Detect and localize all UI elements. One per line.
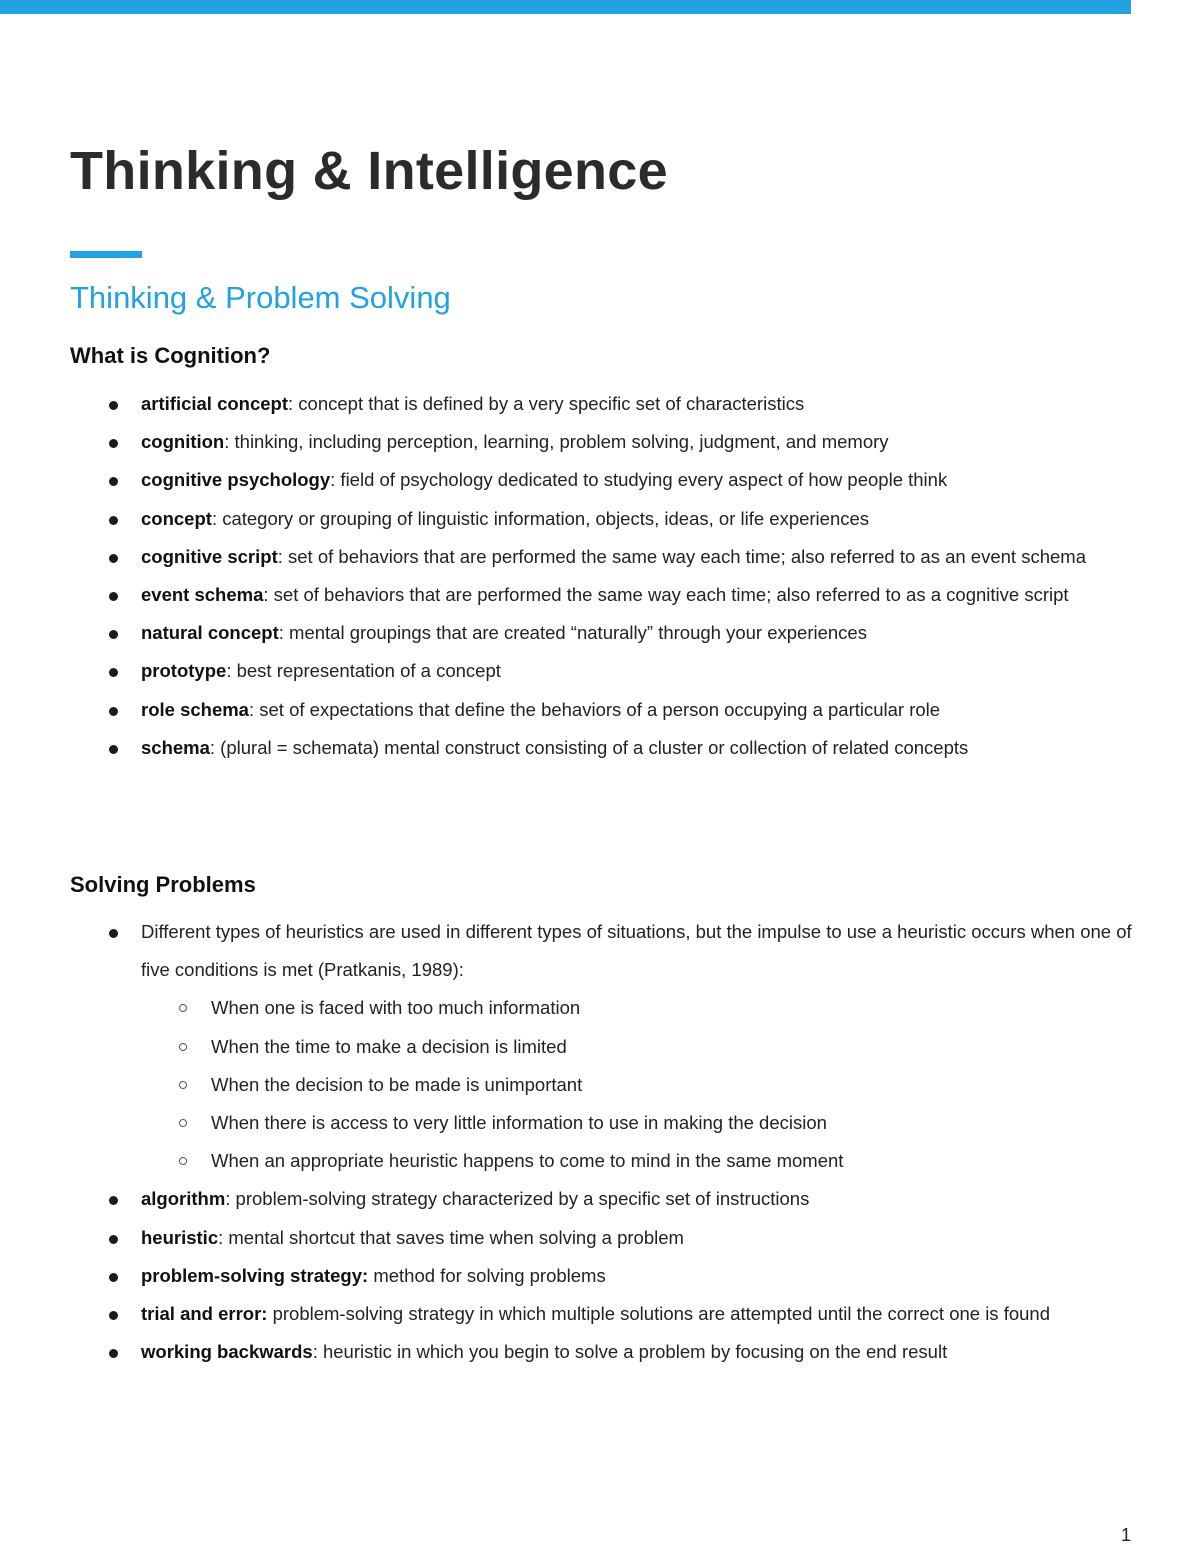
condition-item: [141, 1104, 1132, 1142]
list-item: [70, 1219, 1132, 1257]
page-number: 1: [1121, 1525, 1132, 1545]
title-accent-rule: [70, 251, 142, 258]
term: artificial concept: [141, 393, 289, 414]
list-item: [70, 652, 1132, 690]
list-item: [70, 500, 1132, 538]
list-item: [70, 538, 1132, 576]
definition: : problem-solving strategy characterized by a specific set of instructions: [225, 1188, 810, 1210]
term: concept: [141, 507, 212, 529]
list-item: [70, 385, 1132, 423]
list-item: [70, 614, 1132, 652]
conditions-list: [141, 989, 1132, 1180]
definition: : concept that is defined by a very specific set of characteristics: [288, 393, 805, 414]
document-title: Thinking & Intelligence: [70, 141, 668, 201]
list-item: [70, 576, 1132, 614]
term: working backwards: [141, 1341, 313, 1363]
term: schema: [141, 736, 210, 758]
list-item: [70, 1295, 1132, 1333]
section-title: Thinking & Problem Solving: [70, 280, 451, 315]
list-item: [70, 1180, 1132, 1218]
definition: : (plural = schemata) mental construct consisting of a cluster or collection of related concepts: [209, 736, 969, 758]
hollow-bullet-icon: [179, 1119, 187, 1127]
condition-text: When an appropriate heuristic happens to come to mind in the same moment: [211, 1150, 844, 1172]
condition-text: When the time to make a decision is limited: [211, 1035, 567, 1057]
condition-item: [141, 989, 1132, 1027]
term: cognition: [141, 431, 225, 453]
bullet-icon: [109, 668, 118, 677]
condition-item: [141, 1066, 1132, 1104]
hollow-bullet-icon: [179, 1157, 187, 1165]
term: event schema: [141, 584, 264, 606]
definition: problem-solving strategy in which multiple solutions are attempted until the correct one is found: [267, 1303, 1050, 1325]
definition: : best representation of a concept: [226, 660, 501, 682]
term: cognitive script: [141, 545, 278, 567]
list-item: [70, 913, 1132, 1180]
definition: : heuristic in which you begin to solve a problem by focusing on the end result: [312, 1341, 948, 1363]
term: prototype: [141, 660, 227, 682]
definition: : set of expectations that define the behaviors of a person occupying a particular role: [248, 698, 941, 720]
definition: : mental groupings that are created “naturally” through your experiences: [278, 622, 867, 644]
definition: : mental shortcut that saves time when solving a problem: [218, 1226, 684, 1248]
subsection-heading-cognition: What is Cognition?: [70, 343, 271, 368]
top-accent-bar: [0, 0, 1131, 14]
problem-solving-term-list: [70, 913, 1132, 1371]
bullet-icon: [109, 477, 118, 486]
list-item: [70, 1257, 1132, 1295]
bullet-icon: [109, 592, 118, 601]
bullet-icon: [109, 929, 118, 938]
definition: : category or grouping of linguistic information, objects, ideas, or life experiences: [211, 507, 870, 529]
bullet-icon: [109, 1311, 118, 1320]
definition: method for solving problems: [368, 1264, 606, 1286]
bullet-icon: [109, 745, 118, 754]
hollow-bullet-icon: [179, 1043, 187, 1051]
condition-item: [141, 1028, 1132, 1066]
bullet-icon: [109, 707, 118, 716]
condition-item: [141, 1142, 1132, 1180]
term: problem-solving strategy:: [141, 1264, 369, 1286]
hollow-bullet-icon: [179, 1081, 187, 1089]
term: cognitive psychology: [141, 469, 331, 491]
definition: : set of behaviors that are performed the same way each time; also referred to as a cognitive script: [263, 584, 1069, 606]
list-item: [70, 691, 1132, 729]
bullet-icon: [109, 401, 118, 410]
bullet-icon: [109, 1273, 118, 1282]
bullet-icon: [109, 554, 118, 563]
bullet-icon: [109, 630, 118, 639]
bullet-icon: [109, 439, 118, 448]
bullet-icon: [109, 1349, 118, 1358]
term: role schema: [141, 698, 249, 720]
hollow-bullet-icon: [179, 1004, 187, 1012]
term: natural concept: [141, 622, 279, 644]
list-item: [70, 729, 1132, 767]
term: algorithm: [141, 1188, 226, 1210]
cognition-term-list: [70, 385, 1132, 767]
bullet-icon: [109, 516, 118, 525]
list-item: [70, 461, 1132, 499]
definition: : thinking, including perception, learning, problem solving, judgment, and memory: [224, 431, 889, 453]
definition: : field of psychology dedicated to studying every aspect of how people think: [330, 469, 948, 491]
list-item: [70, 423, 1132, 461]
list-item: [70, 1333, 1132, 1371]
condition-text: When the decision to be made is unimportant: [211, 1073, 583, 1095]
condition-text: When one is faced with too much information: [211, 997, 581, 1019]
bullet-icon: [109, 1235, 118, 1244]
definition: : set of behaviors that are performed the same way each time; also referred to as an event schema: [277, 545, 1086, 567]
condition-text: When there is access to very little information to use in making the decision: [211, 1112, 827, 1134]
bullet-icon: [109, 1196, 118, 1205]
term: trial and error:: [141, 1303, 268, 1325]
term: heuristic: [141, 1226, 219, 1248]
subsection-heading-solving-problems: Solving Problems: [70, 872, 256, 897]
heuristics-intro: Different types of heuristics are used in different types of situations, but the impulse to use a heuristic occurs when one of five conditions is met (Pratkanis, 1989):: [141, 921, 1132, 981]
